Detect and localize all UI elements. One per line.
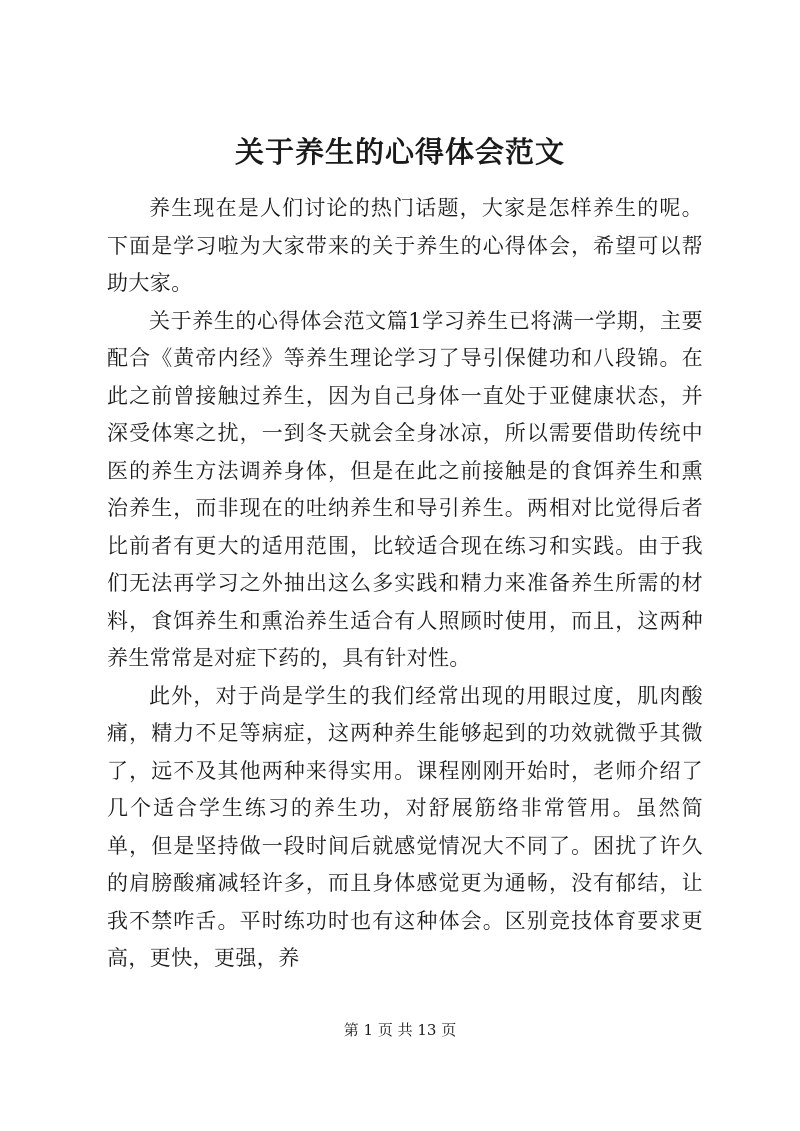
document-title: 关于养生的心得体会范文: [234, 135, 565, 169]
paragraph-intro: 养生现在是人们讨论的热门话题，大家是怎样养生的呢。下面是学习啦为大家带来的关于养生的心得体会，希望可以帮助大家。: [107, 196, 703, 295]
paragraph-1: 关于养生的心得体会范文篇1学习养生已将满一学期，主要配合《黄帝内经》等养生理论学习了导引保健功和八段锦。在此之前曾接触过养生，因为自己身体一直处于亚健康状态，并深受体寒之扰，一到冬天就会全身冰凉，所以需要借助传统中医的养生方法调养身体，但是在此之前接触是的食饵养生和熏治养生，而非现在的吐纳养生和导引养生。两相对比觉得后者比前者有更大的适用范围，比较适合现在练习和实践。由于我们无法再学习之外抽出这么多实践和精力来准备养生所需的材料，食饵养生和熏治养生适合有人照顾时使用，而且，这两种养生常常是对症下药的，具有针对性。: [107, 308, 703, 670]
page-number: 第 1 页 共 13 页: [343, 1021, 457, 1039]
paragraph-2: 此外，对于尚是学生的我们经常出现的用眼过度，肌肉酸痛，精力不足等病症，这两种养生能够起到的功效就微乎其微了，远不及其他两种来得实用。课程刚刚开始时，老师介绍了几个适合学生练习的养生功，对舒展筋络非常管用。虽然简单，但是坚持做一段时间后就感觉情况大不同了。困扰了许久的肩膀酸痛减轻许多，而且身体感觉更为通畅，没有郁结，让我不禁咋舌。平时练功时也有这种体会。区别竞技体育要求更高，更快，更强，养: [107, 683, 703, 970]
document-body: [107, 190, 703, 978]
